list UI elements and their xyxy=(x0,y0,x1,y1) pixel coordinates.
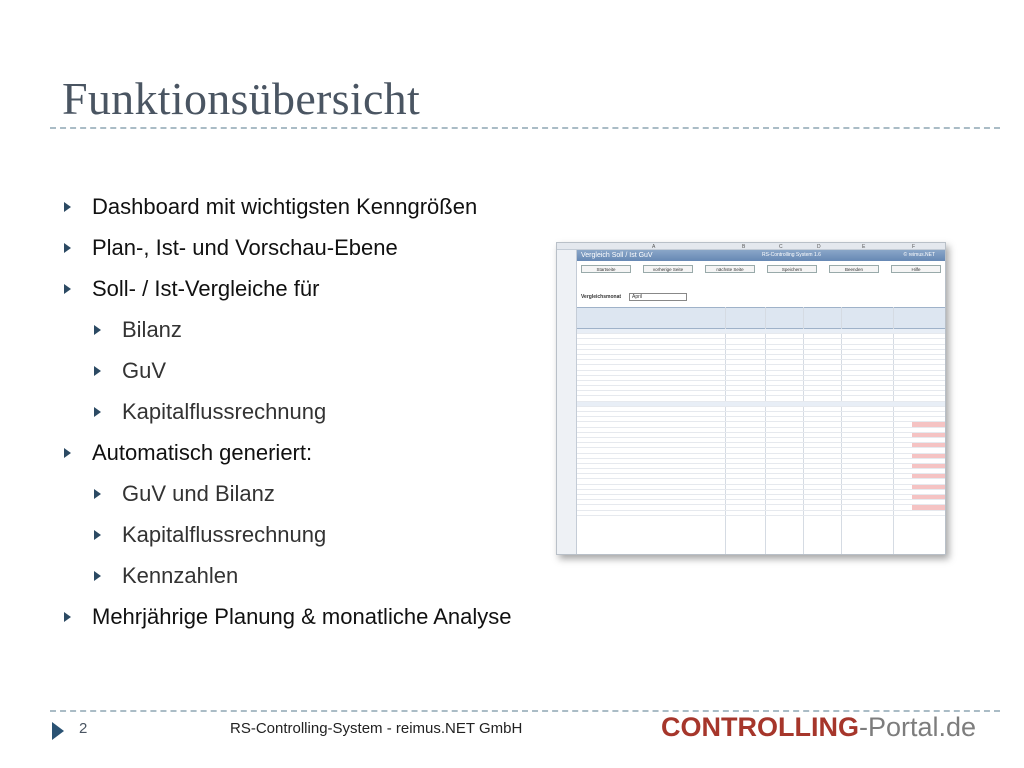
bullet-arrow-icon xyxy=(94,407,101,417)
bullet-text: GuV xyxy=(122,358,167,383)
sheet-col-b: B xyxy=(742,244,746,250)
sheet-col-a: A xyxy=(652,244,656,250)
bullet-arrow-icon xyxy=(94,366,101,376)
bullet-arrow-icon xyxy=(94,571,101,581)
sheet-btn-startseite: Startseite xyxy=(581,265,631,273)
sheet-btn-beenden: Beenden xyxy=(829,265,879,273)
sheet-banner xyxy=(577,250,945,261)
slide-number: 2 xyxy=(79,720,88,737)
sheet-btn-hilfe: Hilfe xyxy=(891,265,941,273)
sheet-column-header xyxy=(557,243,945,250)
sheet-button-row xyxy=(577,265,945,274)
sheet-btn-naechste: nächste Seite xyxy=(705,265,755,273)
slide-arrow-icon xyxy=(52,722,64,740)
sub-bullet-item xyxy=(58,391,598,432)
bullet-text: GuV und Bilanz xyxy=(122,481,275,506)
bullet-arrow-icon xyxy=(94,325,101,335)
bullet-arrow-icon xyxy=(64,612,71,622)
sheet-col-c: C xyxy=(779,244,783,250)
sub-bullet-item xyxy=(58,555,598,596)
sheet-row xyxy=(577,511,945,516)
controlling-portal-logo xyxy=(661,712,976,743)
bullet-text: Kennzahlen xyxy=(122,563,239,588)
sheet-row-gutter xyxy=(557,250,577,554)
bullet-text: Kapitalflussrechnung xyxy=(122,399,327,424)
bullet-arrow-icon xyxy=(94,489,101,499)
bullet-text: Dashboard mit wichtigsten Kenngrößen xyxy=(92,194,478,219)
sheet-col-f: F xyxy=(912,244,916,250)
sub-bullet-item xyxy=(58,514,598,555)
sheet-select: April xyxy=(629,293,687,301)
bullet-arrow-icon xyxy=(94,530,101,540)
bullet-item xyxy=(58,186,598,227)
spreadsheet-screenshot xyxy=(556,242,946,555)
sheet-btn-vorherige: vorherige Seite xyxy=(643,265,693,273)
bullet-text: Mehrjährige Planung & monatliche Analyse xyxy=(92,604,512,629)
sheet-banner-right: © reimus.NET xyxy=(903,252,935,258)
footer-text: RS-Controlling-System - reimus.NET GmbH xyxy=(230,720,523,737)
bullet-arrow-icon xyxy=(64,284,71,294)
sheet-banner-title: Vergleich Soll / Ist GuV xyxy=(581,252,653,259)
sheet-select-label: Vergleichsmonat xyxy=(581,294,622,300)
title-divider xyxy=(50,127,1000,129)
bullet-text: Plan-, Ist- und Vorschau-Ebene xyxy=(92,235,398,260)
logo-primary: CONTROLLING xyxy=(661,712,859,742)
sub-bullet-item xyxy=(58,350,598,391)
sheet-col-d: D xyxy=(817,244,821,250)
sub-bullet-item xyxy=(58,309,598,350)
sub-bullet-item xyxy=(58,473,598,514)
sheet-btn-speichern: Speichern xyxy=(767,265,817,273)
bullet-text: Soll- / Ist-Vergleiche für xyxy=(92,276,320,301)
bullet-item xyxy=(58,227,598,268)
bullet-item xyxy=(58,268,598,309)
bullet-text: Kapitalflussrechnung xyxy=(122,522,327,547)
bullet-list xyxy=(58,186,598,637)
logo-secondary: -Portal.de xyxy=(858,712,977,742)
slide-title: Funktionsübersicht xyxy=(62,73,421,124)
sheet-table-body xyxy=(577,329,945,554)
bullet-item xyxy=(58,596,598,637)
sheet-banner-center: RS-Controlling System 1.6 xyxy=(762,252,821,258)
bullet-arrow-icon xyxy=(64,243,71,253)
sheet-table-header xyxy=(577,307,945,329)
bullet-text: Bilanz xyxy=(122,317,182,342)
bullet-item xyxy=(58,432,598,473)
sheet-col-e: E xyxy=(862,244,866,250)
bullet-arrow-icon xyxy=(64,202,71,212)
bullet-arrow-icon xyxy=(64,448,71,458)
bullet-text: Automatisch generiert: xyxy=(92,440,313,465)
